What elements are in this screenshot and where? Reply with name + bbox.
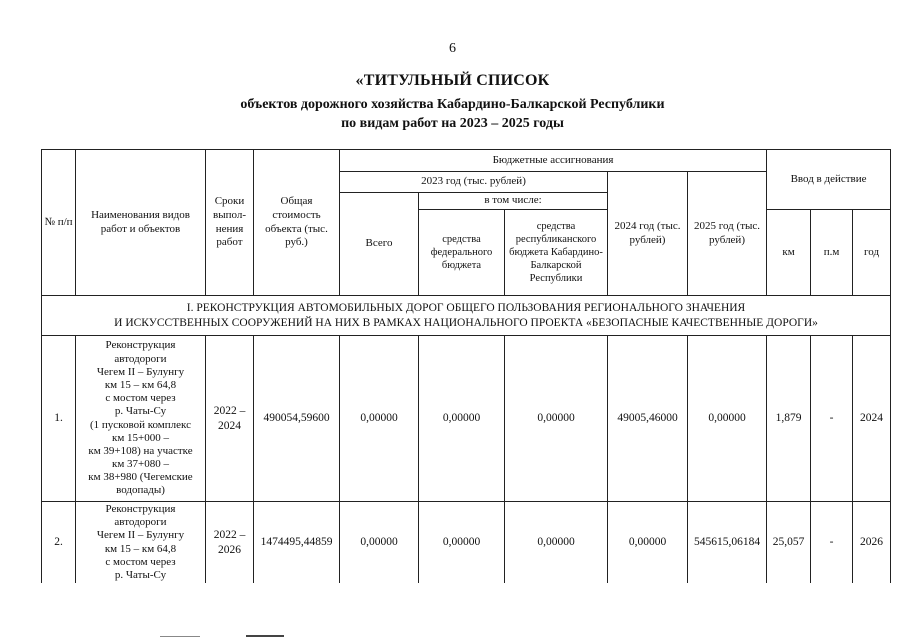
object-name-line: км 15 – км 64,8 bbox=[104, 542, 177, 555]
header-num: № п/п bbox=[42, 150, 76, 296]
term-start: 2022 – bbox=[213, 405, 246, 418]
object-name-line: Реконструкция bbox=[105, 339, 176, 352]
budget-2023-total: 0,00000 bbox=[340, 336, 419, 502]
object-name-line: км 38+980 (Чегемские bbox=[88, 471, 193, 484]
document-subtitle-line-2: по видам работ на 2023 – 2025 годы bbox=[341, 116, 564, 131]
header-terms: Сроки выпол-нения работ bbox=[206, 150, 254, 296]
document-title: «ТИТУЛЬНЫЙ СПИСОК bbox=[355, 72, 550, 89]
header-commissioning: Ввод в действие bbox=[767, 150, 891, 210]
commissioning-pm: - bbox=[811, 336, 853, 502]
header-republic-funds: средства республиканского бюджета Кабардино-Балкарской Республики bbox=[505, 210, 608, 296]
header-name: Наименования видов работ и объектов bbox=[76, 150, 206, 296]
total-cost: 1474495,44859 bbox=[254, 502, 340, 584]
section-heading-line-2: И ИСКУССТВЕННЫХ СООРУЖЕНИЙ НА НИХ В РАМКАХ НАЦИОНАЛЬНОГО ПРОЕКТА «БЕЗОПАСНЫЕ КАЧЕСТВЕННЫЕ ДОРОГИ» bbox=[114, 316, 818, 329]
object-name-line: км 15 – км 64,8 bbox=[104, 378, 177, 391]
budget-2025: 0,00000 bbox=[688, 336, 767, 502]
object-name-line: км 39+108) на участке bbox=[88, 444, 193, 457]
budget-2023-republic: 0,00000 bbox=[505, 502, 608, 584]
header-km: км bbox=[767, 210, 811, 296]
object-name-line: водопады) bbox=[116, 484, 165, 497]
header-total: Всего bbox=[340, 193, 419, 296]
work-terms bbox=[206, 336, 254, 502]
term-end: 2026 bbox=[218, 543, 241, 556]
object-name-line: Реконструкция bbox=[105, 503, 176, 515]
budget-2024: 0,00000 bbox=[608, 502, 688, 584]
table-row bbox=[42, 502, 891, 584]
section-heading bbox=[42, 296, 891, 336]
commissioning-pm: - bbox=[811, 502, 853, 584]
table-row bbox=[42, 336, 891, 502]
scan-artifact-mark bbox=[246, 635, 284, 637]
object-name-line: р. Чаты-Су bbox=[114, 405, 167, 418]
row-number: 2. bbox=[42, 502, 76, 584]
commissioning-km: 25,057 bbox=[767, 502, 811, 584]
header-budget-allocations: Бюджетные ассигнования bbox=[340, 150, 767, 172]
row-number: 1. bbox=[42, 336, 76, 502]
object-name-line: автодороги bbox=[114, 516, 167, 529]
document-subtitle-line-1: объектов дорожного хозяйства Кабардино-Балкарской Республики bbox=[240, 97, 665, 112]
commissioning-year: 2024 bbox=[853, 336, 891, 502]
header-federal-funds: средства федерального бюджета bbox=[419, 210, 505, 296]
budget-2023-republic: 0,00000 bbox=[505, 336, 608, 502]
header-year-2024: 2024 год (тыс. рублей) bbox=[608, 172, 688, 296]
total-cost: 490054,59600 bbox=[254, 336, 340, 502]
object-name-line: Чегем II – Булунгу bbox=[96, 365, 185, 378]
commissioning-year: 2026 bbox=[853, 502, 891, 584]
object-name-line: км 15+000 – bbox=[111, 431, 169, 444]
budget-2023-federal: 0,00000 bbox=[419, 502, 505, 584]
object-name-line: (1 пусковой комплекс bbox=[90, 418, 191, 431]
title-list-table bbox=[41, 149, 891, 583]
budget-2024: 49005,46000 bbox=[608, 336, 688, 502]
object-name-line: Чегем II – Булунгу bbox=[96, 529, 185, 542]
term-end: 2024 bbox=[218, 419, 241, 432]
header-year: год bbox=[853, 210, 891, 296]
section-heading-line-1: I. РЕКОНСТРУКЦИЯ АВТОМОБИЛЬНЫХ ДОРОГ ОБЩЕГО ПОЛЬЗОВАНИЯ РЕГИОНАЛЬНОГО ЗНАЧЕНИЯ bbox=[186, 301, 746, 314]
header-pm: п.м bbox=[811, 210, 853, 296]
budget-2023-federal: 0,00000 bbox=[419, 336, 505, 502]
header-total-cost: Общая стоимость объекта (тыс. руб.) bbox=[254, 150, 340, 296]
object-name bbox=[76, 502, 206, 584]
budget-2023-total: 0,00000 bbox=[340, 502, 419, 584]
term-start: 2022 – bbox=[213, 529, 246, 542]
object-name-line: р. Чаты-Су bbox=[114, 568, 167, 581]
object-name-line: с мостом через bbox=[105, 392, 176, 405]
work-terms bbox=[206, 502, 254, 584]
object-name-line: с мостом через bbox=[105, 555, 176, 568]
page-number: 6 bbox=[449, 41, 456, 56]
object-name-line: автодороги bbox=[114, 352, 167, 365]
commissioning-km: 1,879 bbox=[767, 336, 811, 502]
scan-artifact-mark bbox=[160, 636, 200, 637]
header-year-2025: 2025 год (тыс. рублей) bbox=[688, 172, 767, 296]
object-name bbox=[76, 336, 206, 502]
header-including: в том числе: bbox=[419, 193, 608, 210]
budget-2025: 545615,06184 bbox=[688, 502, 767, 584]
header-year-2023: 2023 год (тыс. рублей) bbox=[340, 172, 608, 193]
object-name-line: км 37+080 – bbox=[111, 458, 169, 471]
